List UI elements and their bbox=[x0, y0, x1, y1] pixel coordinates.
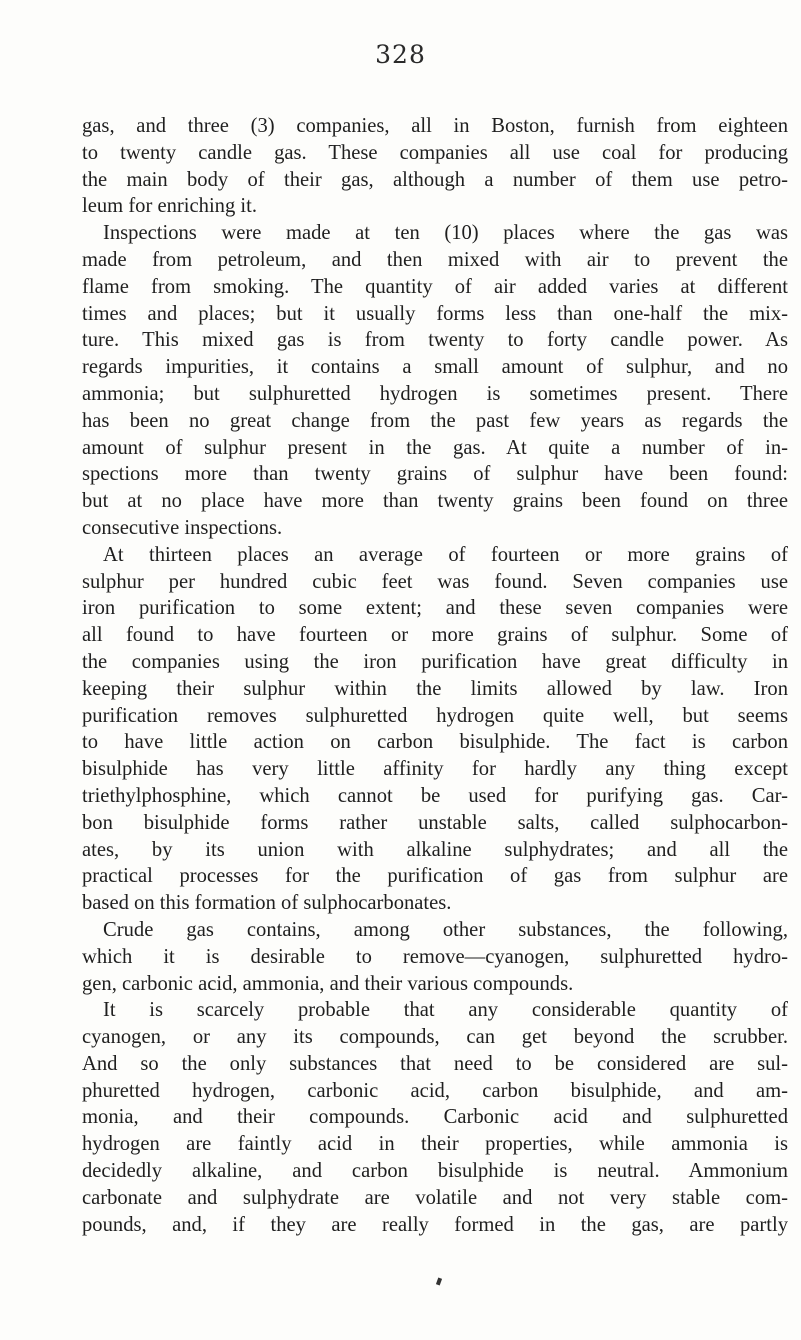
text-line: practical processes for the purification of gas from sulphur are bbox=[82, 865, 788, 888]
text-line: keeping their sulphur within the limits allowed by law. Iron bbox=[82, 677, 788, 700]
text-line: bisulphide has very little affinity for hardly any thing except bbox=[82, 758, 788, 781]
text-line: ammonia; but sulphuretted hydrogen is sometimes present. There bbox=[82, 382, 788, 405]
text-line: made from petroleum, and then mixed with air to prevent the bbox=[82, 248, 788, 271]
page-number: 328 bbox=[375, 40, 426, 69]
text-line: And so the only substances that need to be considered are sul- bbox=[82, 1052, 788, 1075]
text-line: all found to have fourteen or more grains of sulphur. Some of bbox=[82, 624, 788, 647]
text-line: the companies using the iron purification have great difficulty in bbox=[82, 650, 788, 673]
text-line: gas, and three (3) companies, all in Boston, furnish from eighteen bbox=[82, 115, 788, 137]
text-line: spections more than twenty grains of sulphur have been found: bbox=[82, 463, 788, 486]
text-line: decidedly alkaline, and carbon bisulphide is neutral. Ammonium bbox=[82, 1160, 788, 1183]
text-line: It is scarcely probable that any considerable quantity of bbox=[103, 999, 788, 1022]
text-line: times and places; but it usually forms less than one-half the mix- bbox=[82, 302, 788, 325]
text-line: to twenty candle gas. These companies all use coal for producing bbox=[82, 141, 788, 164]
text-line: Inspections were made at ten (10) places where the gas was bbox=[103, 222, 788, 245]
text-line: bon bisulphide forms rather unstable salts, called sulphocarbon- bbox=[82, 811, 788, 834]
text-line: amount of sulphur present in the gas. At quite a number of in- bbox=[82, 436, 788, 459]
text-line: triethylphosphine, which cannot be used for purifying gas. Car- bbox=[82, 784, 788, 807]
text-line: cyanogen, or any its compounds, can get beyond the scrubber. bbox=[82, 1026, 788, 1049]
text-line: Crude gas contains, among other substances, the following, bbox=[103, 918, 788, 941]
text-line: sulphur per hundred cubic feet was found. Seven companies use bbox=[82, 570, 788, 593]
text-line: gen, carbonic acid, ammonia, and their various compounds. bbox=[82, 972, 574, 995]
text-line: ates, by its union with alkaline sulphydrates; and all the bbox=[82, 838, 788, 861]
text-line: phuretted hydrogen, carbonic acid, carbon bisulphide, and am- bbox=[82, 1079, 788, 1102]
text-line: ture. This mixed gas is from twenty to forty candle power. As bbox=[82, 329, 788, 352]
body-text bbox=[82, 113, 788, 1238]
text-line: carbonate and sulphydrate are volatile and not very stable com- bbox=[82, 1186, 788, 1209]
text-line: hydrogen are faintly acid in their properties, while ammonia is bbox=[82, 1133, 788, 1156]
text-line: At thirteen places an average of fourteen or more grains of bbox=[103, 543, 788, 566]
text-line: iron purification to some extent; and these seven companies were bbox=[82, 597, 788, 620]
text-line: has been no great change from the past few years as regards the bbox=[82, 409, 788, 432]
text-line: leum for enriching it. bbox=[82, 195, 257, 218]
text-line: but at no place have more than twenty grains been found on three bbox=[82, 490, 788, 513]
print-mark bbox=[436, 1278, 442, 1286]
text-line: which it is desirable to remove—cyanogen, sulphuretted hydro- bbox=[82, 945, 788, 968]
text-line: the main body of their gas, although a number of them use petro- bbox=[82, 168, 788, 191]
text-line: pounds, and, if they are really formed in the gas, are partly bbox=[82, 1213, 788, 1236]
text-line: based on this formation of sulphocarbonates. bbox=[82, 892, 452, 915]
text-line: flame from smoking. The quantity of air added varies at different bbox=[82, 275, 788, 298]
text-line: regards impurities, it contains a small amount of sulphur, and no bbox=[82, 356, 788, 379]
text-line: monia, and their compounds. Carbonic acid and sulphuretted bbox=[82, 1106, 788, 1129]
text-line: consecutive inspections. bbox=[82, 516, 283, 539]
text-line: to have little action on carbon bisulphide. The fact is carbon bbox=[82, 731, 788, 754]
text-line: purification removes sulphuretted hydrogen quite well, but seems bbox=[82, 704, 788, 727]
